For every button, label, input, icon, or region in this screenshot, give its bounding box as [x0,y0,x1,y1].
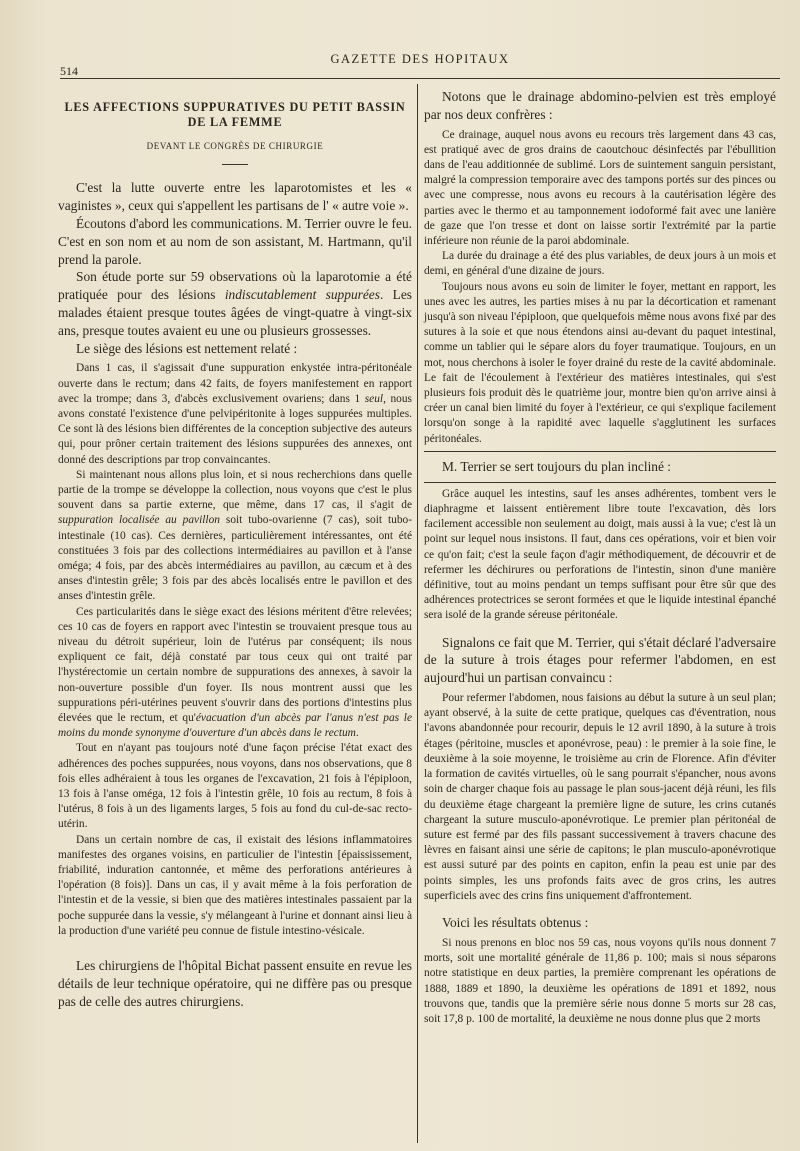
page-header [60,48,780,79]
left-column [58,84,412,1151]
quoted-paragraph: Si maintenant nous allons plus loin, et si nous recherchions dans quelle partie de la trompe se développe la collection, nous voyons que c'est le plus souvent dans sa partie externe, que même, dans 17 cas, il s'agit de suppuration localisée au pavillon soit tubo-ovarienne (7 cas), soit tubo-intestinale (10 cas). Ces dernières, particulièrement intéressantes, ont été constituées 3 fois par des collections intermédiaires au pavillon et à l'anse oméga; 4 fois, par des abcès intermédiaires au pavillon, au cæcum et à des anses d'intestin grêle; 3 fois par des abcès localisés entre le pavillon et des anses d'intestin grêle. [58,468,412,603]
article-title-line-1: LES AFFECTIONS SUPPURATIVES DU PETIT BASSIN [64,100,406,114]
quoted-paragraph: Ces particularités dans le siège exact des lésions méritent d'être relevées; ces 10 cas de foyers en rapport avec l'intestin se trouvaient presque tous au niveau du détroit supérieur, loin de l'utérus par conséquent; ils nous expliquent ce fait, déjà constaté par tous ceux qui ont traité par l'hystérectomie un certain nombre de suppurations des annexes, à savoir la non-ouverture possible d'un foyer. Ils nous montrent aussi que les suppurations péri-utérines peuvent s'ouvrir dans des portions d'intestins plus élevées que le rectum, et qu'évacuation d'un abcès par l'anus n'est pas le moins du monde synonyme d'ouverture d'un abcès dans le rectum. [58,605,413,740]
paragraph: Le siège des lésions est nettement relaté : [76,340,298,356]
article-subtitle: DEVANT LE CONGRÈS DE CHIRURGIE [146,141,324,151]
quoted-paragraph: Dans 1 cas, il s'agissait d'une suppuration enkystée intra-péritonéale ouverte dans le rectum; dans 42 faits, de foyers manifestement en rapport avec la trompe; dans 3, d'abcès exclusivement ovariens; dans 1 seul, nous avons constaté l'existence d'une pelvipéritonite à loges suppurées multiples. Ce sont là des lésions bien différentes de la conception subjective des auteurs qui, pour prôner certain traitement des lésions suppurées des annexes, ont donné des descriptions par trop convaincantes. [58,362,412,466]
quoted-paragraph: Pour refermer l'abdomen, nous faisions au début la suture à un seul plan; ayant observé, à la suite de cette pratique, quelques cas d'éventration, nous l'avons abandonnée pour recourir, depuis le 12 avril 1890, à la suture à trois étages (péritoine, muscles et aponévrose, peau) : le premier à la soie fine, le deuxième à la soie moyenne, le troisième au crin de Florence. Afin d'éviter la formation de cavités virtuelles, où le sang pourrait s'épancher, nous avons soin de charger chaque fois au passage le plan sous-jacent déjà réuni, les fils du deuxième étage chargeant la première ligne de suture, les crins cutanés chargeant la suture musculo-aponévrotique. Le premier plan péritonéal de suture est fermé par des fils passant successivement à travers chacune des lèvres en faisant ainsi une série de capitons; le plan musculo-aponévrotique est aussi suturé par des points en capiton, enfin la peau est unie par des points simples, les uns profonds faits avec de gros crins, les autres superficiels avec des crins fins uniquement d'affrontement. [424,692,776,902]
section-box [424,451,776,483]
quoted-paragraph: La durée du drainage a été des plus variables, de deux jours à un mois et demi, en général d'une dizaine de jours. [424,250,776,278]
paragraph: C'est la lutte ouverte entre les laparotomistes et les « vaginistes », ceux qui s'appellent les partisans de l' « autre voie ». [58,180,412,214]
section-heading: Voici les résultats obtenus : [442,914,589,930]
article-title [58,100,412,130]
section-heading: Signalons ce fait que M. Terrier, qui s'était déclaré l'adversaire de la suture à trois étages pour refermer l'abdomen, en est aujourd'hui un partisan convaincu : [424,634,776,686]
section-heading: M. Terrier se sert toujours du plan incliné : [442,458,672,474]
column-divider [417,84,418,1143]
quoted-paragraph: Dans un certain nombre de cas, il existait des lésions inflammatoires manifestes des organes voisins, en particulier de l'intestin [épaississement, friabilité, induration cantonnée, et même des perforations antérieures à l'opération (8 fois)]. Dans un cas, il y avait même à la fois perforation de l'intestin et de la vessie, si bien que des matières intestinales passaient par la poche suppurée dans la vessie, s'y mélangeant à l'urine et donnant ainsi lieu à la production d'une variété peu connue de fistule intestino-vésicale. [58,833,412,937]
quoted-paragraph: Grâce auquel les intestins, sauf les anses adhérentes, tombent vers le diaphragme et laissent entièrement libre toute l'excavation, dès lors facilement accessible non seulement au doigt, mais aussi à la vue; c'est là un point sur lequel nous insistons. Il faut, dans ces opérations, voir et bien voir ce qu'on fait; c'est la seule façon d'agir méthodiquement, de découvrir et de refermer les déchirures ou perforations de l'intestin, sinon d'une manière définitive, tout au moins pendant un temps suffisant pour être sûr que des adhérences protectrices se seront formées et que le liquide intestinal épanché sera isolé de la grande séreuse péritonéale. [424,487,776,622]
article-title-line-2: DE LA FEMME [187,115,283,129]
quoted-paragraph: Toujours nous avons eu soin de limiter le foyer, mettant en rapport, les unes avec les autres, les parties mises à nu par la décortication et ramenant jusqu'à son niveau l'épiploon, que quelquefois même nous avons fixé par des sutures à la soie et que nous étendons ainsi au-devant du paquet intestinal, comme un tablier qui le sépare alors du foyer traumatique. Toujours, en un mot, nous cherchons à isoler le foyer drainé du reste de la cavité abdominale. Le fait de l'écoulement à l'extérieur des matières intestinales, qui s'est plusieurs fois produit dès le quatrième jour, montre bien qu'on arrive ainsi à créer un canal bien limité du foyer à l'extérieur, ce qui s'explique facilement lorsqu'on songe à la rapidité avec laquelle s'agglutinent les surfaces péritonéales. [424,280,776,445]
journal-title: GAZETTE DES HOPITAUX [330,52,510,66]
paragraph: Les chirurgiens de l'hôpital Bichat passent ensuite en revue les détails de leur technique opératoire, qui ne diffère pas ou presque pas de celle des autres chirurgiens. [58,958,412,1009]
quoted-paragraph: Si nous prenons en bloc nos 59 cas, nous voyons qu'ils nous donnent 7 morts, soit une mortalité générale de 11,86 p. 100; mais si nous séparons notre statistique en deux parties, la première comprenant les opérations de 1888, 1889 et 1890, la deuxième les opérations de 1891 et 1892, nous trouvons que, tandis que la première série nous donne 5 morts sur 28 cas, soit 17,8 p. 100 de mortalité, la deuxième ne nous donne plus que 2 morts [424,936,776,1025]
paragraph: Son étude porte sur 59 observations où la laparotomie a été pratiquée pour des lésions indiscutablement suppurées. Les malades étaient presque toutes âgées de vingt-quatre à vingt-six ans, presque toutes avaient eu une ou plusieurs grossesses. [58,269,412,338]
right-column [424,84,776,1151]
title-rule [222,164,248,165]
page-number: 514 [60,64,78,78]
quoted-paragraph: Ce drainage, auquel nous avons eu recours très largement dans 43 cas, est pratiqué avec de gros drains de caoutchouc désinfectés par l'ébullition dans de l'eau additionnée de sublimé. Lors de suintement sanguin persistant, malgré la compression temporaire avec des tampons portés sur des pinces ou avec une compresse, nous avons eu recours à la cautérisation légère des parties avec le thermo et au tamponnement iodoformé fait avec une lanière de gaze que l'on tresse et dont on laisse sortir l'extrémité par la partie inférieure non réunie de la paroi abdominale. [424,128,776,248]
paragraph: Écoutons d'abord les communications. M. Terrier ouvre le feu. C'est en son nom et au nom de son assistant, M. Hartmann, qu'il prend la parole. [58,216,412,267]
paragraph: Notons que le drainage abdomino-pelvien est très employé par nos deux confrères : [424,89,776,122]
quoted-paragraph: Tout en n'ayant pas toujours noté d'une façon précise l'état exact des adhérences des poches suppurées, nous voyons, dans nos observations, que 8 fois elles adhéraient à tous les organes de l'excavation, 21 fois à l'épiploon, 13 fois à l'anse oméga, 12 fois à l'intestin grêle, 10 fois au rectum, 8 fois à l'utérus, 8 fois à un des ligaments larges, 5 fois au fond du cul-de-sac recto-utérin. [58,742,412,831]
